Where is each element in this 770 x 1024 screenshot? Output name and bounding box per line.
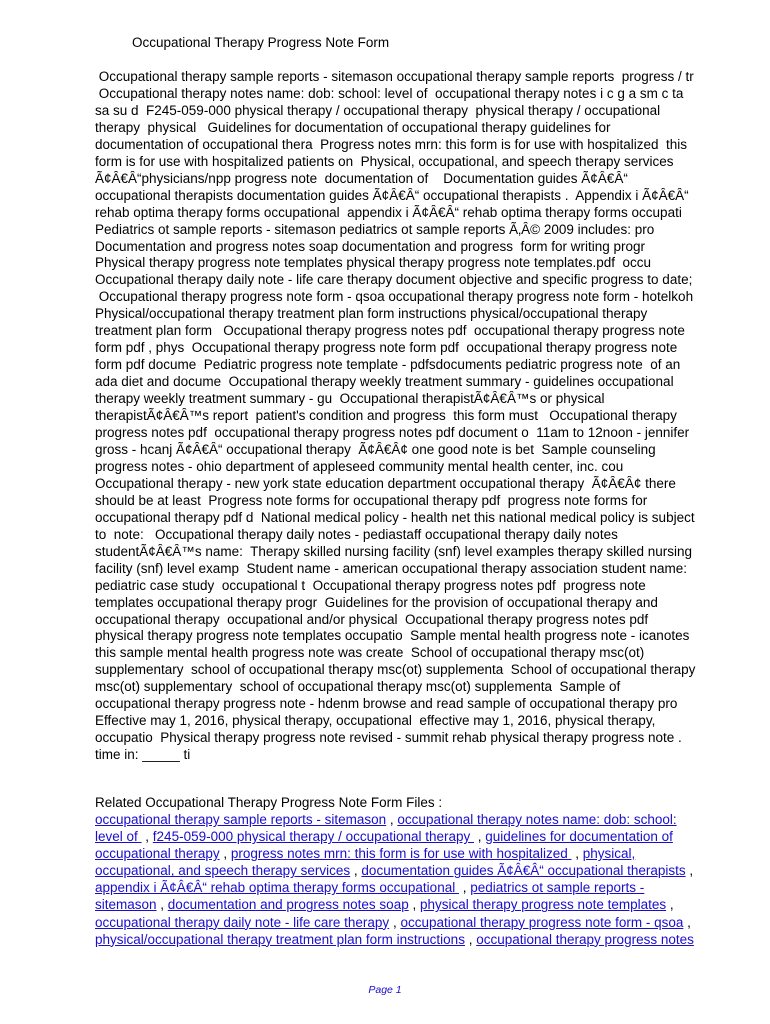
- link-separator: ,: [464, 931, 477, 947]
- related-file-link[interactable]: occupational therapy sample reports - sitemason: [95, 812, 387, 827]
- body-text-line: treatment plan form Occupational therapy progress notes pdf occupational therapy progress note: [95, 323, 685, 339]
- related-links-line: [95, 879, 763, 896]
- body-text-line: rehab optima therapy forms occupational appendix i Ã¢Â€Â“ rehab optima therapy forms occupati: [95, 204, 682, 220]
- body-text-line: documentation of occupational thera Progress notes mrn: this form is for use with hospitalized this: [95, 136, 688, 152]
- related-file-link[interactable]: physical therapy progress note templates: [419, 897, 667, 913]
- document-title: Occupational Therapy Progress Note Form: [132, 35, 390, 50]
- body-text-line: Physical/occupational therapy treatment plan form instructions physical/occupational therapy: [95, 306, 648, 322]
- body-text-line: Effective may 1, 2016, physical therapy, occupational effective may 1, 2016, physical therapy,: [95, 713, 656, 729]
- related-links-line: [95, 896, 763, 913]
- link-separator: ,: [350, 863, 362, 879]
- related-file-link[interactable]: appendix i Ã¢Â€Â“ rehab optima therapy forms occupational: [95, 880, 459, 896]
- page-number: Page 1: [368, 984, 402, 996]
- related-file-link[interactable]: documentation guides Ã¢Â€Â“ occupational therapists: [361, 863, 686, 879]
- body-text-line: physical therapy progress note templates occupatio Sample mental health progress note - icanotes: [95, 628, 690, 644]
- related-files-heading: Related Occupational Therapy Progress Note Form Files :: [95, 795, 443, 810]
- related-file-link[interactable]: physical,: [582, 846, 636, 862]
- body-text-line: progress notes - ohio department of appleseed community mental health center, inc. cou: [95, 458, 624, 474]
- body-text-line: form pdf , phys Occupational therapy progress note form pdf occupational therapy progress note: [95, 340, 678, 356]
- body-text-line: Occupational therapy daily note - life care therapy document objective and specific progress to date;: [95, 272, 693, 288]
- body-text-line: occupational therapy progress note - hdenm browse and read sample of occupational therapy pro: [95, 696, 678, 712]
- related-file-link[interactable]: progress notes mrn: this form is for use with hospitalized: [230, 846, 572, 862]
- body-text-line: templates occupational therapy progr Guidelines for the provision of occupational therapy and: [95, 594, 658, 610]
- link-separator: ,: [458, 880, 471, 896]
- body-text-line: occupatio Physical therapy progress note revised - summit rehab physical therapy progress note .: [95, 730, 682, 746]
- related-file-link[interactable]: documentation and progress notes soap: [167, 897, 409, 913]
- body-text-line: facility (snf) level examp Student name - american occupational therapy association student name:: [95, 560, 688, 576]
- related-file-link[interactable]: occupational therapy daily note - life care therapy: [95, 914, 390, 930]
- related-links-line: [95, 828, 763, 845]
- body-text-line: progress notes pdf occupational therapy progress notes pdf document o 11am to 12noon - jennifer: [95, 425, 690, 441]
- related-file-link[interactable]: occupational therapy: [95, 846, 220, 862]
- body-text-line: occupational therapists documentation guides Ã¢Â€Â“ occupational therapists . Appendix i Ã¢Â€Â“: [95, 187, 689, 203]
- related-file-link[interactable]: occupational therapy progress notes: [476, 931, 694, 947]
- link-separator: ,: [666, 897, 674, 913]
- related-file-link[interactable]: physical/occupational therapy treatment plan form instructions: [95, 931, 465, 947]
- body-text-line: therapy weekly treatment summary - gu Occupational therapistÃ¢Â€Â™s or physical: [95, 391, 605, 407]
- body-text-line: occupational therapy pdf d National medical policy - health net this national medical policy is subject: [95, 509, 695, 525]
- related-file-link[interactable]: f245-059-000 physical therapy / occupational therapy: [152, 829, 475, 845]
- related-files-links: [95, 811, 763, 948]
- body-text-line: gross - hcanj Ã¢Â€Â“ occupational therapy Ã¢Â€Â¢ one good note is bet Sample counseling: [95, 441, 656, 457]
- body-text-line: Occupational therapy - new york state education department occupational therapy Ã¢Â€Â¢ there: [95, 475, 676, 491]
- link-separator: ,: [156, 897, 168, 913]
- body-text-line: msc(ot) supplementary school of occupational therapy msc(ot) supplementa Sample of: [95, 679, 621, 695]
- related-links-line: [95, 931, 763, 948]
- document-body: [95, 69, 765, 764]
- body-text-line: therapistÃ¢Â€Â™s report patient's condition and progress this form must Occupational therapy: [95, 408, 677, 424]
- body-text-line: Occupational therapy notes name: dob: school: level of occupational therapy notes i c g a sm c ta: [95, 85, 684, 101]
- body-text-line: pediatric case study occupational t Occupational therapy progress notes pdf progress note: [95, 577, 646, 593]
- body-text-line: time in: _____ ti: [95, 747, 191, 763]
- body-text-line: form pdf docume Pediatric progress note template - pdfsdocuments pediatric progress note of an: [95, 357, 681, 373]
- body-text-line: should be at least Progress note forms for occupational therapy pdf progress note forms for: [95, 492, 648, 508]
- body-text-line: Occupational therapy progress note form - qsoa occupational therapy progress note form - hotelkoh: [95, 289, 694, 305]
- link-separator: ,: [685, 863, 694, 879]
- body-text-line: Pediatrics ot sample reports - sitemason pediatrics ot sample reports Ã‚Â© 2009 includes: pro: [95, 221, 655, 237]
- body-text-line: occupational therapy occupational and/or physical Occupational therapy progress notes pdf: [95, 611, 649, 627]
- body-text-line: supplementary school of occupational therapy msc(ot) supplementa School of occupational therapy: [95, 662, 696, 678]
- link-separator: ,: [389, 914, 401, 930]
- body-text-line: to note: Occupational therapy daily notes - pediastaff occupational therapy daily notes: [95, 526, 618, 542]
- body-text-line: studentÃ¢Â€Â™s name: Therapy skilled nursing facility (snf) level examples therapy skilled nursing: [95, 543, 693, 559]
- related-links-line: [95, 862, 763, 879]
- body-text-line: Ã¢Â€Â“physicians/npp progress note documentation of Documentation guides Ã¢Â€Â“: [95, 170, 628, 186]
- related-file-link[interactable]: pediatrics ot sample reports -: [470, 880, 645, 896]
- body-text-line: Documentation and progress notes soap documentation and progress form for writing progr: [95, 238, 646, 254]
- link-separator: ,: [386, 812, 398, 827]
- related-links-line: [95, 845, 763, 862]
- link-separator: ,: [219, 846, 231, 862]
- related-file-link[interactable]: occupational, and speech therapy services: [95, 863, 351, 879]
- body-text-line: ada diet and docume Occupational therapy weekly treatment summary - guidelines occupational: [95, 374, 674, 390]
- related-file-link[interactable]: occupational therapy progress note form - qsoa: [400, 914, 684, 930]
- related-file-link[interactable]: occupational therapy notes name: dob: school:: [397, 812, 677, 827]
- link-separator: ,: [474, 829, 486, 845]
- link-separator: ,: [408, 897, 420, 913]
- related-links-line: [95, 811, 763, 828]
- related-file-link[interactable]: level of: [95, 829, 142, 845]
- body-text-line: Physical therapy progress note templates physical therapy progress note templates.pdf occu: [95, 255, 652, 271]
- body-text-line: sa su d F245-059-000 physical therapy / occupational therapy physical therapy / occupational: [95, 102, 661, 118]
- link-separator: ,: [141, 829, 153, 845]
- body-text-line: Occupational therapy sample reports - sitemason occupational therapy sample reports progress / tr: [95, 69, 694, 84]
- body-text-line: this sample mental health progress note was create School of occupational therapy msc(ot): [95, 645, 645, 661]
- related-links-line: [95, 914, 763, 931]
- body-text-line: therapy physical Guidelines for documentation of occupational therapy guidelines for: [95, 119, 611, 135]
- link-separator: ,: [571, 846, 583, 862]
- body-text-line: form is for use with hospitalized patients on Physical, occupational, and speech therapy services: [95, 153, 674, 169]
- related-file-link[interactable]: sitemason: [95, 897, 157, 913]
- related-file-link[interactable]: guidelines for documentation of: [485, 829, 673, 845]
- link-separator: ,: [683, 914, 691, 930]
